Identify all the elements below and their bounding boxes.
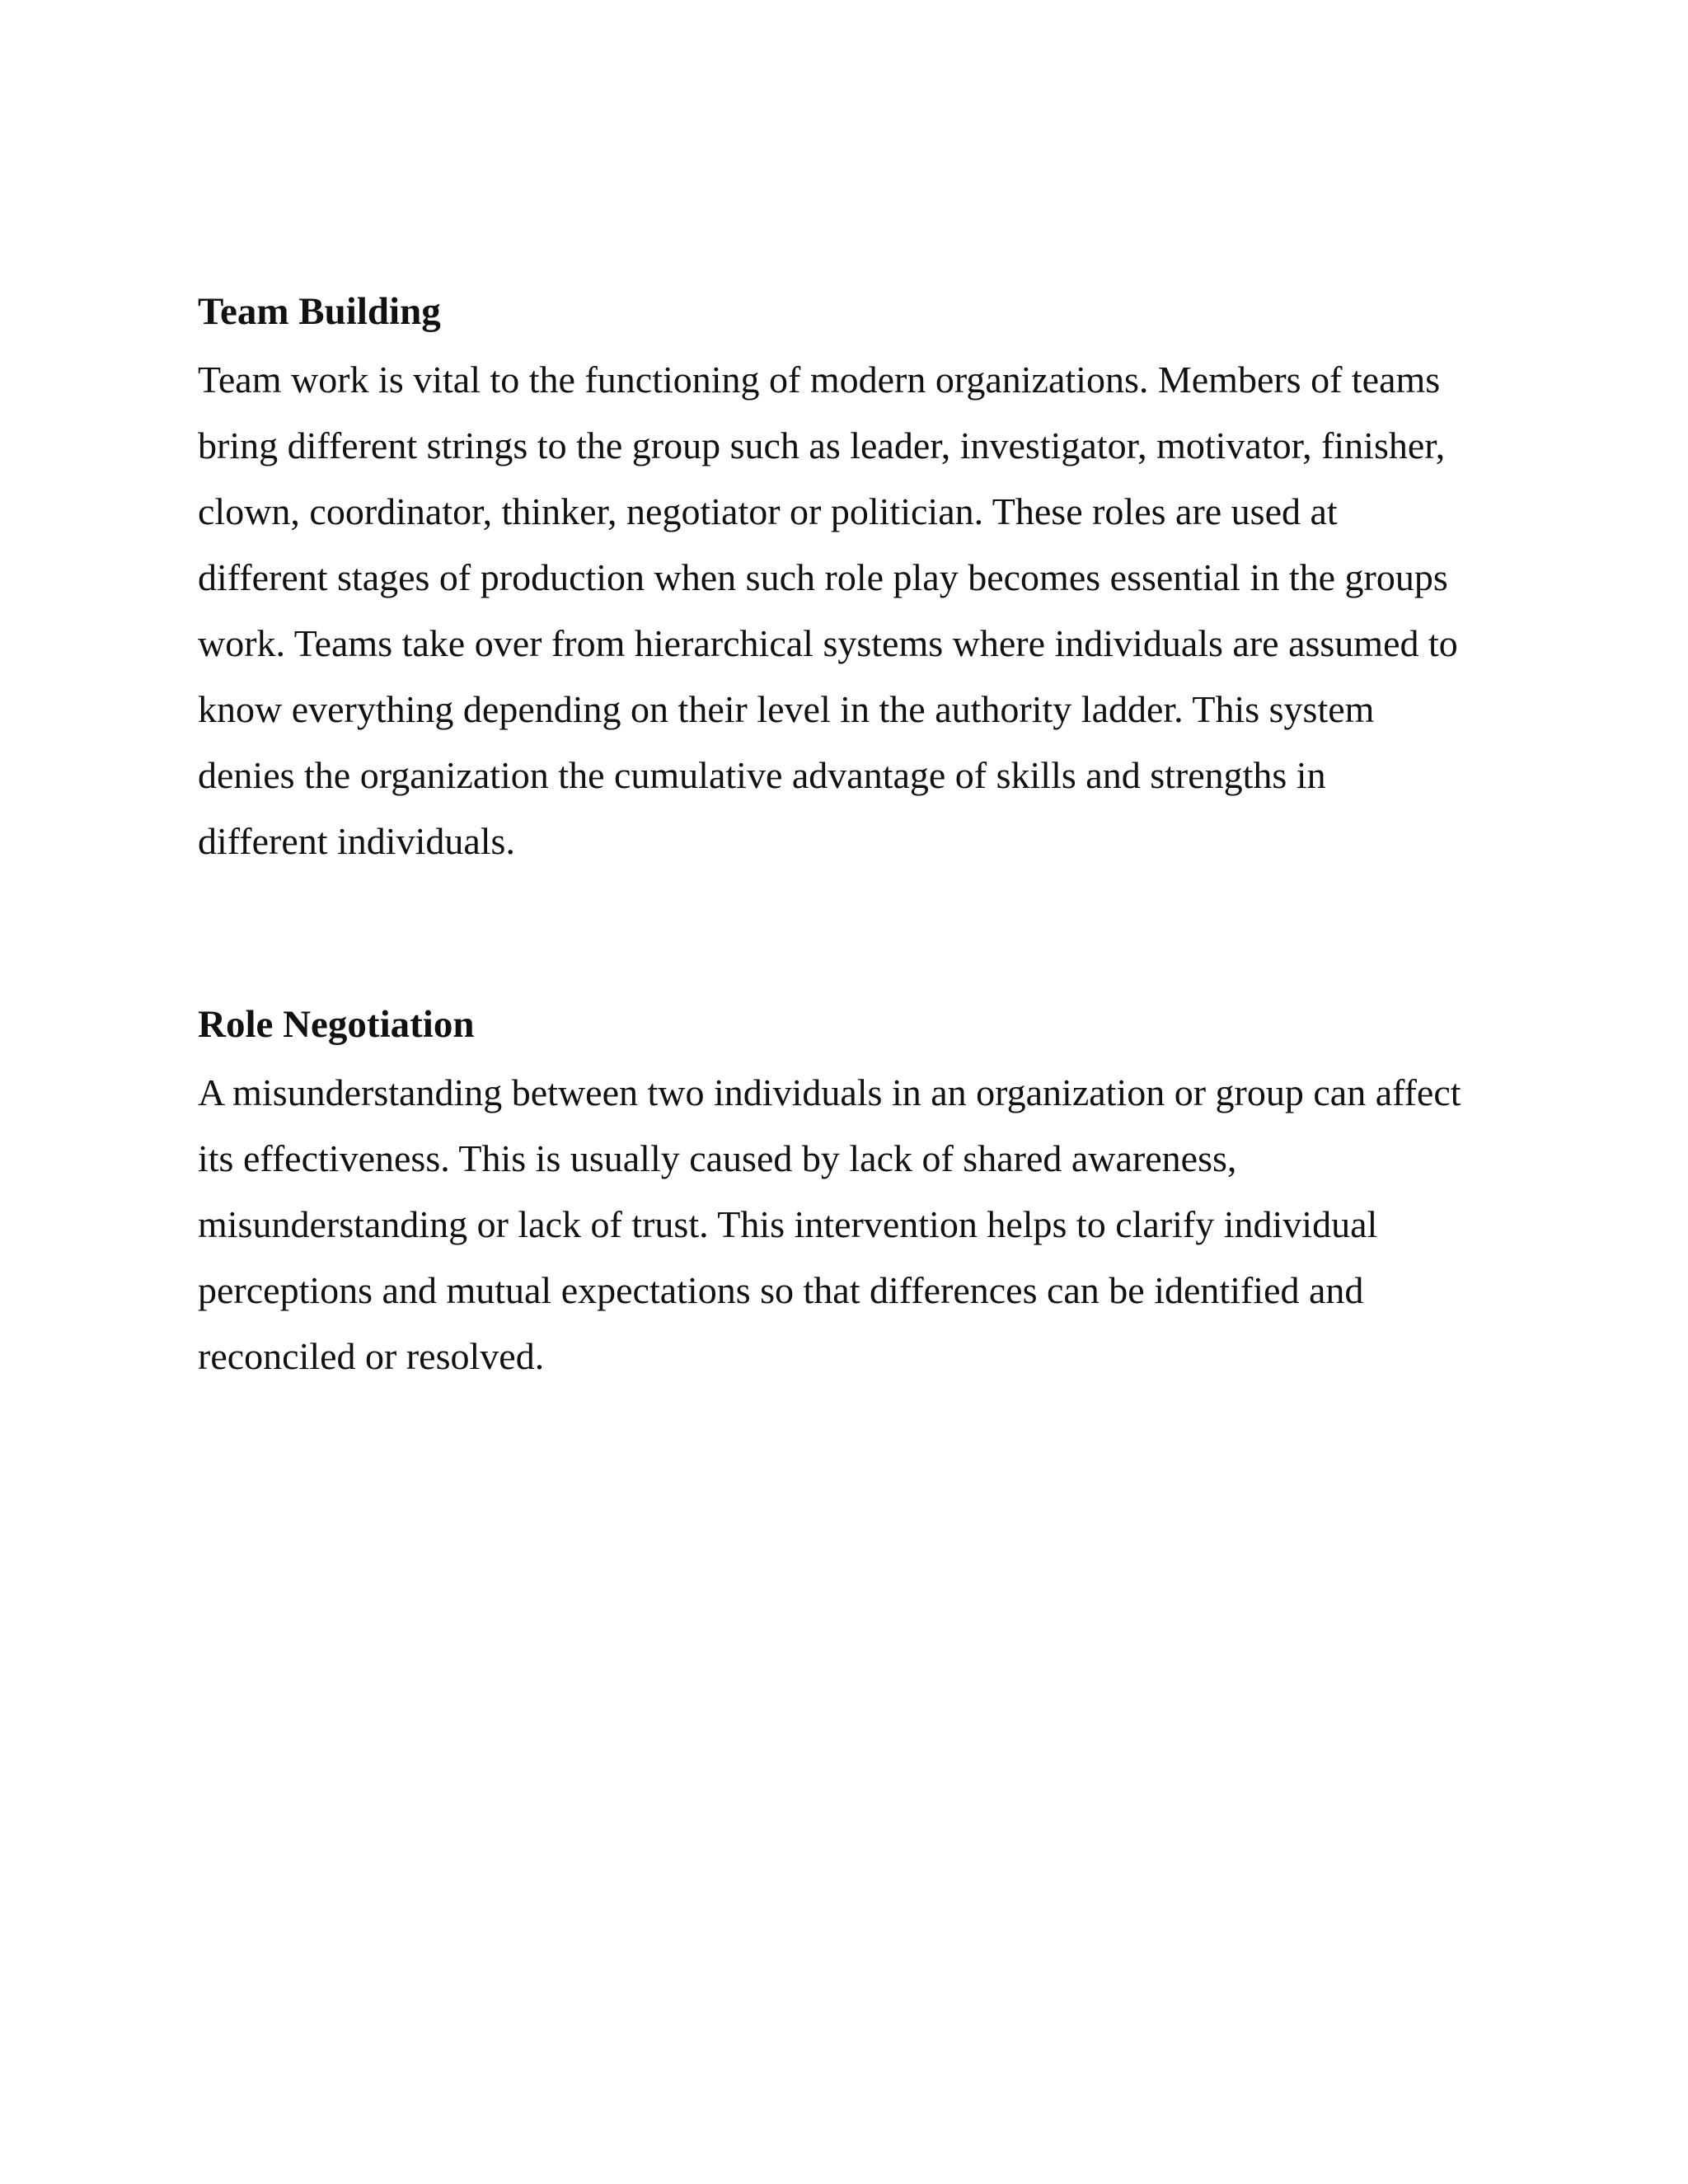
section-body — [198, 1060, 1500, 1390]
body-line: know everything depending on their level in the authority ladder. This system — [198, 688, 1375, 730]
body-line: denies the organization the cumulative advantage of skills and strengths in — [198, 754, 1326, 796]
section-heading: Role Negotiation — [198, 1003, 475, 1046]
body-line: bring different strings to the group such as leader, investigator, motivator, finisher, — [198, 424, 1446, 466]
body-line: clown, coordinator, thinker, negotiator or politician. These roles are used at — [198, 490, 1338, 532]
body-line: perceptions and mutual expectations so that differences can be identified and — [198, 1269, 1364, 1311]
section-role-negotiation — [198, 1000, 1500, 1390]
section-body — [198, 347, 1500, 874]
section-heading: Team Building — [198, 290, 441, 333]
body-line: misunderstanding or lack of trust. This intervention helps to clarify individual — [198, 1203, 1378, 1245]
body-line: different stages of production when such role play becomes essential in the groups — [198, 556, 1448, 598]
body-line: A misunderstanding between two individuals in an organization or group can affect — [198, 1071, 1461, 1113]
body-line: Team work is vital to the functioning of modern organizations. Members of teams — [198, 359, 1441, 401]
body-line: its effectiveness. This is usually caused by lack of shared awareness, — [198, 1137, 1237, 1179]
body-line: different individuals. — [198, 820, 515, 862]
section-team-building — [198, 287, 1500, 874]
body-line: reconciled or resolved. — [198, 1335, 545, 1377]
body-line: work. Teams take over from hierarchical systems where individuals are assumed to — [198, 622, 1458, 664]
